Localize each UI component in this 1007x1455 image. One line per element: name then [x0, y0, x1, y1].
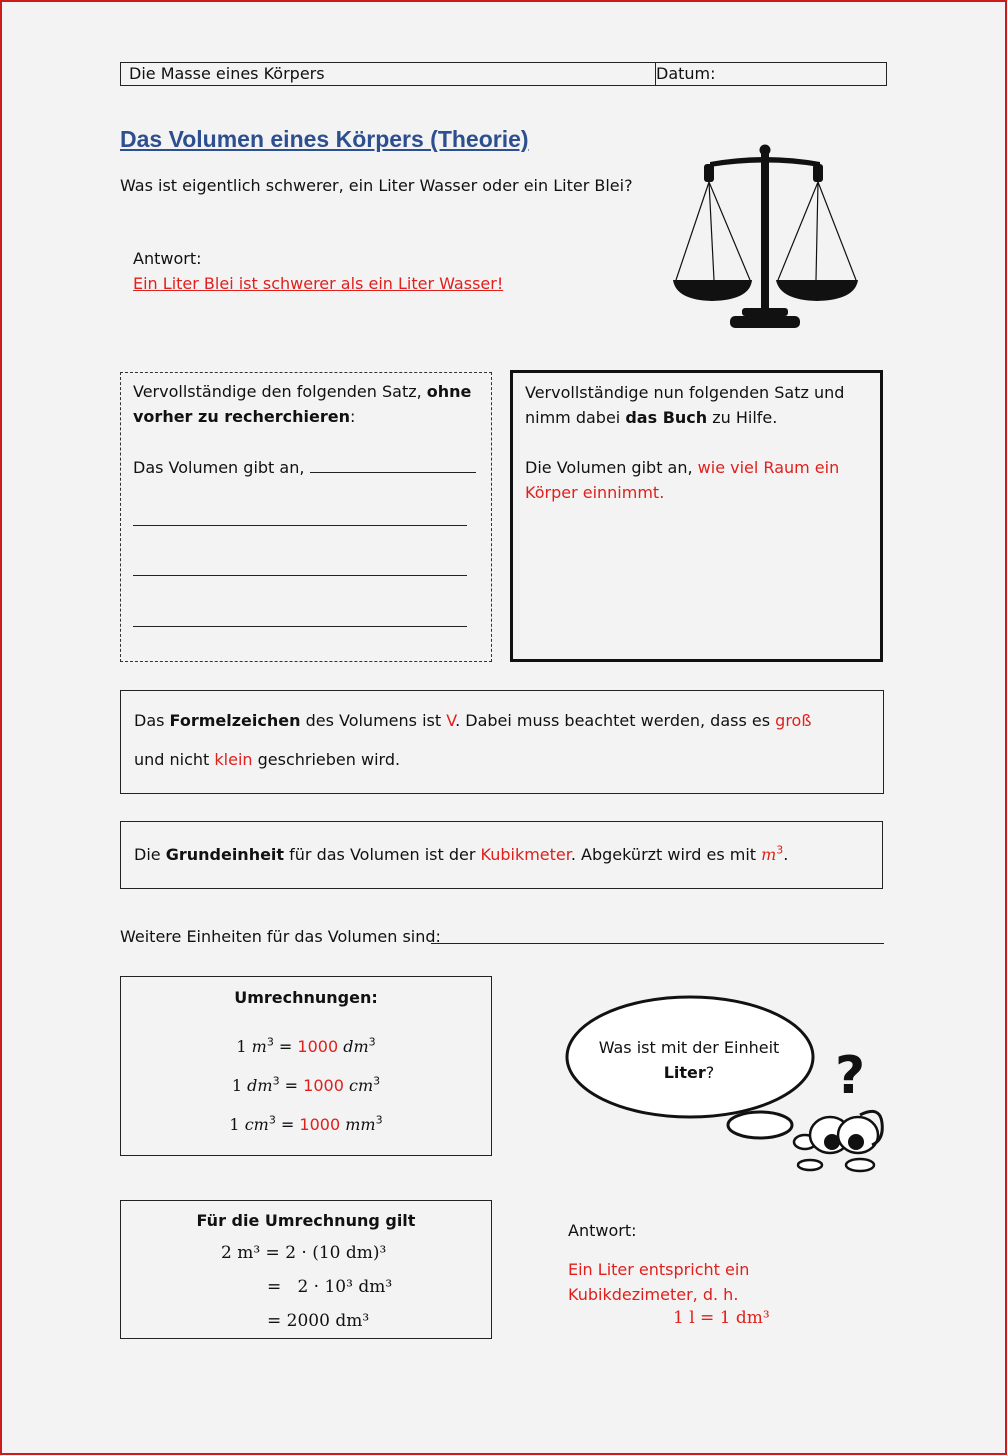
exp: 3	[268, 1113, 276, 1127]
header-date-label: Datum:	[656, 64, 716, 83]
left-intro-a: Vervollständige den folgenden Satz,	[133, 382, 427, 401]
num: 1	[229, 1115, 240, 1134]
left-box-sentence	[133, 455, 476, 480]
num: 1	[236, 1037, 247, 1056]
text-span: . Dabei muss beachtet werden, dass es	[455, 711, 776, 730]
unit: dm	[343, 1037, 369, 1056]
conversion-row	[121, 1034, 491, 1059]
left-box-intro	[133, 379, 478, 429]
text-red: Kubikmeter	[480, 845, 571, 864]
left-intro-bold: ohne vorher zu recherchieren	[133, 382, 472, 426]
blank-line[interactable]	[133, 626, 467, 627]
unit-m: m	[761, 845, 777, 864]
text-span: Die	[134, 845, 166, 864]
thought-bubble-icon	[560, 995, 895, 1180]
left-sentence-text: Das Volumen gibt an,	[133, 458, 305, 477]
rule-title: Für die Umrechnung gilt	[196, 1211, 416, 1230]
svg-text:?: ?	[835, 1046, 866, 1106]
right-intro-c: zu Hilfe.	[707, 408, 778, 427]
rule-line3: = 2000 dm³	[267, 1311, 370, 1331]
unit: cm	[244, 1115, 269, 1134]
right-box-sentence	[525, 455, 845, 505]
eq: =	[284, 1076, 299, 1095]
header-table	[120, 62, 887, 86]
exp: 3	[368, 1035, 376, 1049]
balance-scale-icon	[670, 140, 860, 332]
page-title: Das Volumen eines Körpers (Theorie)	[120, 126, 529, 152]
conversions-box	[120, 976, 492, 1156]
text-span: des Volumens ist	[300, 711, 447, 730]
base-unit-box	[120, 821, 883, 889]
blank-line[interactable]	[133, 525, 467, 526]
rule-line1: 2 m³ = 2 · (10 dm)³	[221, 1243, 387, 1263]
num: 1	[231, 1076, 243, 1095]
answer2-formula: 1 l = 1 dm³	[673, 1308, 770, 1328]
exp: 3	[266, 1035, 274, 1049]
unit: mm	[345, 1115, 376, 1134]
value-red: 1000	[303, 1076, 344, 1095]
answer2-label: Antwort:	[568, 1221, 637, 1240]
eq: =	[278, 1037, 293, 1056]
text-red: klein	[214, 750, 253, 769]
right-exercise-box	[510, 370, 883, 662]
text-red: groß	[775, 711, 812, 730]
unit: m	[251, 1037, 267, 1056]
eq: =	[280, 1115, 295, 1134]
answer1-label: Antwort:	[133, 249, 202, 268]
value-red: 1000	[299, 1115, 341, 1134]
text-bold: Grundeinheit	[165, 845, 285, 864]
formula-line1	[134, 708, 811, 733]
unit-exp: 3	[776, 843, 784, 857]
bubble-text	[578, 1035, 800, 1085]
text-span: Das	[134, 711, 170, 730]
blank-line[interactable]	[431, 943, 884, 944]
answer1-text: Ein Liter Blei ist schwerer als ein Liter Wasser!	[133, 274, 504, 293]
text-span: . Abgekürzt wird es mit	[570, 845, 762, 864]
blank-line[interactable]	[310, 455, 476, 473]
text-span: für das Volumen ist der	[284, 845, 481, 864]
conversions-title: Umrechnungen:	[234, 988, 378, 1007]
right-sentence-answer: wie viel Raum ein Körper einnimmt.	[525, 458, 840, 502]
question: Was ist eigentlich schwerer, ein Liter Wasser oder ein Liter Blei?	[120, 176, 633, 195]
unit: cm	[348, 1076, 374, 1095]
right-intro-bold: das Buch	[625, 408, 708, 427]
header-subject: Die Masse eines Körpers	[121, 63, 656, 85]
formula-line2	[134, 747, 400, 772]
text-span: .	[783, 845, 789, 864]
text-bold: Formelzeichen	[169, 711, 301, 730]
right-intro-a: Vervollständige nun folgenden Satz und nimm dabei	[525, 383, 845, 427]
bubble-line1: Was ist mit der Einheit	[598, 1038, 780, 1057]
text-span: geschrieben wird.	[252, 750, 401, 769]
base-unit-text	[134, 842, 788, 867]
unit: dm	[247, 1076, 273, 1095]
answer2-text: Ein Liter entspricht ein Kubikdezimeter, d. h.	[568, 1260, 750, 1304]
symbol-v: V	[446, 711, 456, 730]
more-units-label: Weitere Einheiten für das Volumen sind:	[120, 927, 441, 946]
left-intro-c: :	[350, 407, 356, 426]
bubble-qmark: ?	[705, 1063, 715, 1082]
conversion-row	[121, 1073, 491, 1098]
rule-line2: = 2 · 10³ dm³	[267, 1277, 393, 1297]
text-span: und nicht	[134, 750, 215, 769]
value-red: 1000	[297, 1037, 339, 1056]
bubble-liter: Liter	[663, 1063, 706, 1082]
formula-symbol-box	[120, 690, 884, 794]
right-sentence-a: Die Volumen gibt an,	[525, 458, 698, 477]
left-exercise-box	[120, 372, 492, 662]
exp: 3	[272, 1074, 280, 1088]
exp: 3	[375, 1113, 383, 1127]
exp: 3	[373, 1074, 381, 1088]
right-box-intro	[525, 380, 855, 430]
conversion-row	[121, 1112, 491, 1137]
conversion-rule-box	[120, 1200, 492, 1339]
blank-line[interactable]	[133, 575, 467, 576]
